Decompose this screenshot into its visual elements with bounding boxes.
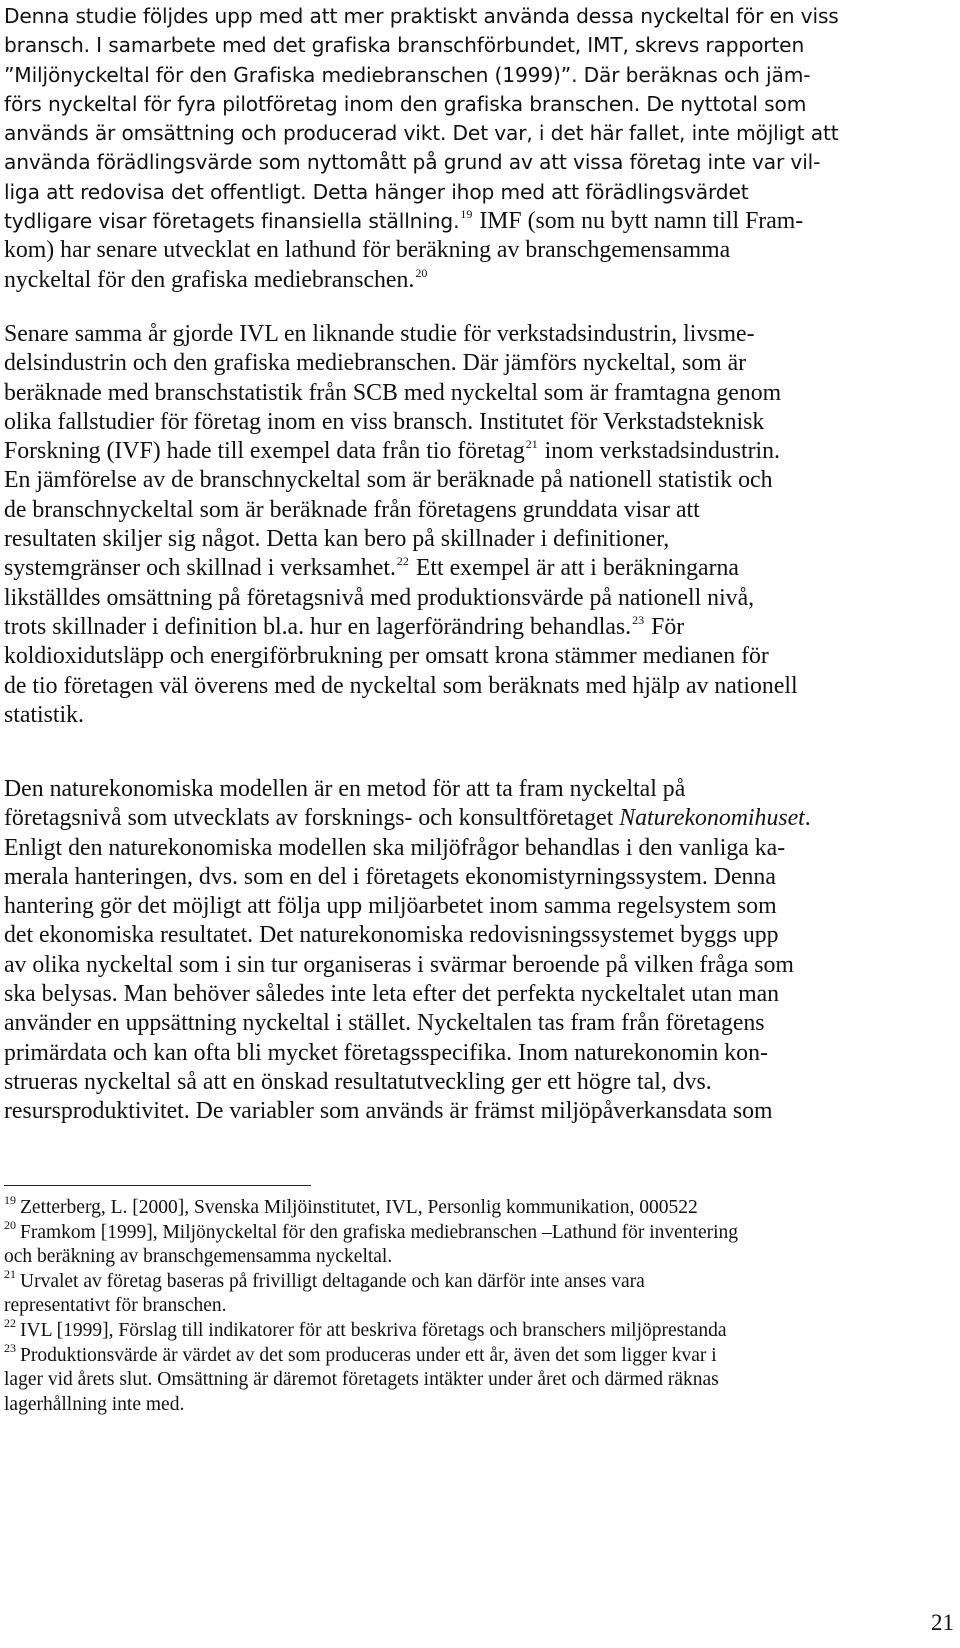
paragraph-1-line-text: tydligare visar företagets finansiella ställning. [4, 209, 460, 234]
paragraph-2-line-text: Forskning (IVF) hade till exempel data från tio företag [4, 438, 525, 465]
paragraph-3-line: primärdata och kan ofta bli mycket företagsspecifika. Inom naturekonomin kon- [4, 1039, 768, 1066]
paragraph-2-line-text: För [645, 613, 685, 640]
footnote-text: Urvalet av företag baseras på frivilligt deltagande och kan därför inte anses vara [20, 1270, 645, 1292]
paragraph-1-line: används är omsättning och producerad vikt. Det var, i det här fallet, inte möjligt att [4, 121, 839, 146]
paragraph-2-line: resultaten skiljer sig något. Detta kan bero på skillnader i definitioner, [4, 526, 670, 553]
footnote-23-continued: lagerhållning inte med. [4, 1393, 185, 1415]
paragraph-2-line: En jämförelse av de branschnyckeltal som är beräknade på nationell statistik och [4, 467, 773, 494]
paragraph-2-line: olika fallstudier för företag inom en viss bransch. Institutet för Verkstadsteknisk [4, 408, 765, 435]
paragraph-3-line: hantering gör det möjligt att följa upp miljöarbetet inom samma regelsystem som [4, 893, 777, 920]
paragraph-1-line: bransch. I samarbete med det grafiska branschförbundet, IMT, skrevs rapporten [4, 33, 805, 58]
footnote-23-continued: lager vid årets slut. Omsättning är däremot företagets intäkter under året och därmed räknas [4, 1369, 719, 1391]
footnote-19 [4, 1193, 956, 1221]
footnote-21-continued: representativt för branschen. [4, 1295, 227, 1317]
paragraph-2-line: delsindustrin och den grafiska mediebranschen. Där jämförs nyckeltal, som är [4, 350, 747, 377]
paragraph-1-line: kom) har senare utvecklat en lathund för beräkning av branschgemensamma [4, 237, 731, 264]
paragraph-3-line: ska belysas. Man behöver således inte leta efter det perfekta nyckeltalet utan man [4, 981, 780, 1008]
paragraph-1-line [4, 266, 956, 295]
paragraph-1-line-text: nyckeltal för den grafiska mediebranschen. [4, 266, 415, 293]
paragraph-2-line-text: inom verkstadsindustrin. [538, 438, 780, 465]
paragraph-3-line: merala hanteringen, dvs. som en del i företagets ekonomistyrningssystem. Denna [4, 863, 776, 890]
paragraph-2-line: koldioxidutsläpp och energiförbrukning per omsatt krona stämmer medianen för [4, 643, 769, 670]
footnote-text: Zetterberg, L. [2000], Svenska Miljöinstitutet, IVL, Personlig kommunikation, 000522 [20, 1197, 698, 1218]
paragraph-1-line: liga att redovisa det offentligt. Detta hänger ihop med att förädlingsvärdet [4, 179, 749, 204]
paragraph-1-line: Denna studie följdes upp med att mer praktiskt använda dessa nyckeltal för en viss [4, 4, 839, 28]
footnote-20-continued: och beräkning av branschgemensamma nyckeltal. [4, 1246, 393, 1268]
footnote-text: Produktionsvärde är värdet av det som produceras under ett år, även det som ligger kvar i [20, 1344, 717, 1366]
paragraph-1-line [4, 207, 956, 236]
footnote-ref-21[interactable]: 21 [525, 437, 538, 452]
paragraph-1-line: förs nyckeltal för fyra pilotföretag inom den grafiska branschen. De nyttotal som [4, 91, 807, 116]
paragraph-3-line: det ekonomiska resultatet. Det naturekonomiska redovisningssystemet byggs upp [4, 922, 779, 949]
paragraph-2-line: de branschnyckeltal som är beräknade från företagens grunddata visar att [4, 496, 700, 523]
paragraph-2-line: Senare samma år gjorde IVL en liknande studie för verkstadsindustrin, livsme- [4, 321, 755, 347]
paragraph-1 [4, 2, 956, 295]
paragraph-1-line: använda förädlingsvärde som nyttomått på grund av att vissa företag inte var vil- [4, 150, 821, 175]
footnote-number: 22 [4, 1315, 16, 1330]
footnote-number: 20 [4, 1217, 16, 1232]
paragraph-2-line: likställdes omsättning på företagsnivå med produktionsvärde på nationell nivå, [4, 584, 755, 611]
paragraph-2-line [4, 554, 956, 583]
footnote-text: Framkom [1999], Miljönyckeltal för den grafiska mediebranschen –Lathund för inventering [20, 1221, 739, 1243]
footnote-divider [4, 1185, 311, 1186]
paragraph-2-line: statistik. [4, 701, 84, 728]
page-number: 21 [931, 1610, 954, 1635]
footnote-ref-22[interactable]: 22 [396, 554, 409, 569]
footnote-number: 23 [4, 1340, 16, 1355]
footnote-ref-19[interactable]: 19 [460, 207, 473, 222]
paragraph-3-line: resursproduktivitet. De variabler som används är främst miljöpåverkansdata som [4, 1098, 773, 1125]
footnote-20 [4, 1217, 956, 1246]
paragraph-3-line [4, 804, 956, 833]
paragraph-3 [4, 775, 956, 1127]
footnotes [4, 1193, 956, 1417]
footnote-ref-23[interactable]: 23 [632, 612, 645, 627]
paragraph-1-line: ”Miljönyckeltal för den Grafiska mediebranschen (1999)”. Där beräknas och jäm- [4, 62, 811, 87]
paragraph-2 [4, 320, 956, 730]
footnote-23 [4, 1340, 956, 1369]
paragraph-2-line: beräknade med branschstatistik från SCB med nyckeltal som är framtagna genom [4, 379, 782, 406]
footnote-ref-20[interactable]: 20 [415, 265, 428, 280]
paragraph-3-line-text: företagsnivå som utvecklats av forsknings- och konsultföretaget [4, 805, 620, 832]
paragraph-1-line-text: IMF (som nu bytt namn till Fram- [473, 208, 804, 235]
footnote-number: 21 [4, 1266, 16, 1281]
footnote-22 [4, 1315, 956, 1344]
paragraph-2-line: de tio företagen väl överens med de nyckeltal som beräknats med hjälp av nationell [4, 672, 798, 699]
paragraph-3-line: Enligt den naturekonomiska modellen ska miljöfrågor behandlas i den vanliga ka- [4, 834, 786, 861]
footnote-21 [4, 1266, 956, 1295]
paragraph-2-line-text: systemgränser och skillnad i verksamhet. [4, 555, 396, 582]
paragraph-3-line: av olika nyckeltal som i sin tur organiseras i svärmar beroende på vilken fråga som [4, 951, 794, 978]
paragraph-3-line-text: . [804, 805, 811, 832]
paragraph-2-line-text: trots skillnader i definition bl.a. hur en lagerförändring behandlas. [4, 613, 632, 640]
footnote-text: IVL [1999], Förslag till indikatorer för att beskriva företags och branschers miljöprestanda [20, 1319, 727, 1341]
paragraph-2-line [4, 437, 956, 466]
paragraph-2-line-text: Ett exempel är att i beräkningarna [409, 555, 739, 582]
paragraph-3-line: Den naturekonomiska modellen är en metod för att ta fram nyckeltal på [4, 776, 686, 802]
paragraph-3-line: strueras nyckeltal så att en önskad resultatutveckling ger ett högre tal, dvs. [4, 1068, 712, 1095]
footnote-number: 19 [4, 1193, 16, 1207]
paragraph-3-line: använder en uppsättning nyckeltal i stället. Nyckeltalen tas fram från företagens [4, 1010, 765, 1037]
company-name: Naturekonomihuset [619, 805, 805, 832]
paragraph-2-line [4, 613, 956, 642]
